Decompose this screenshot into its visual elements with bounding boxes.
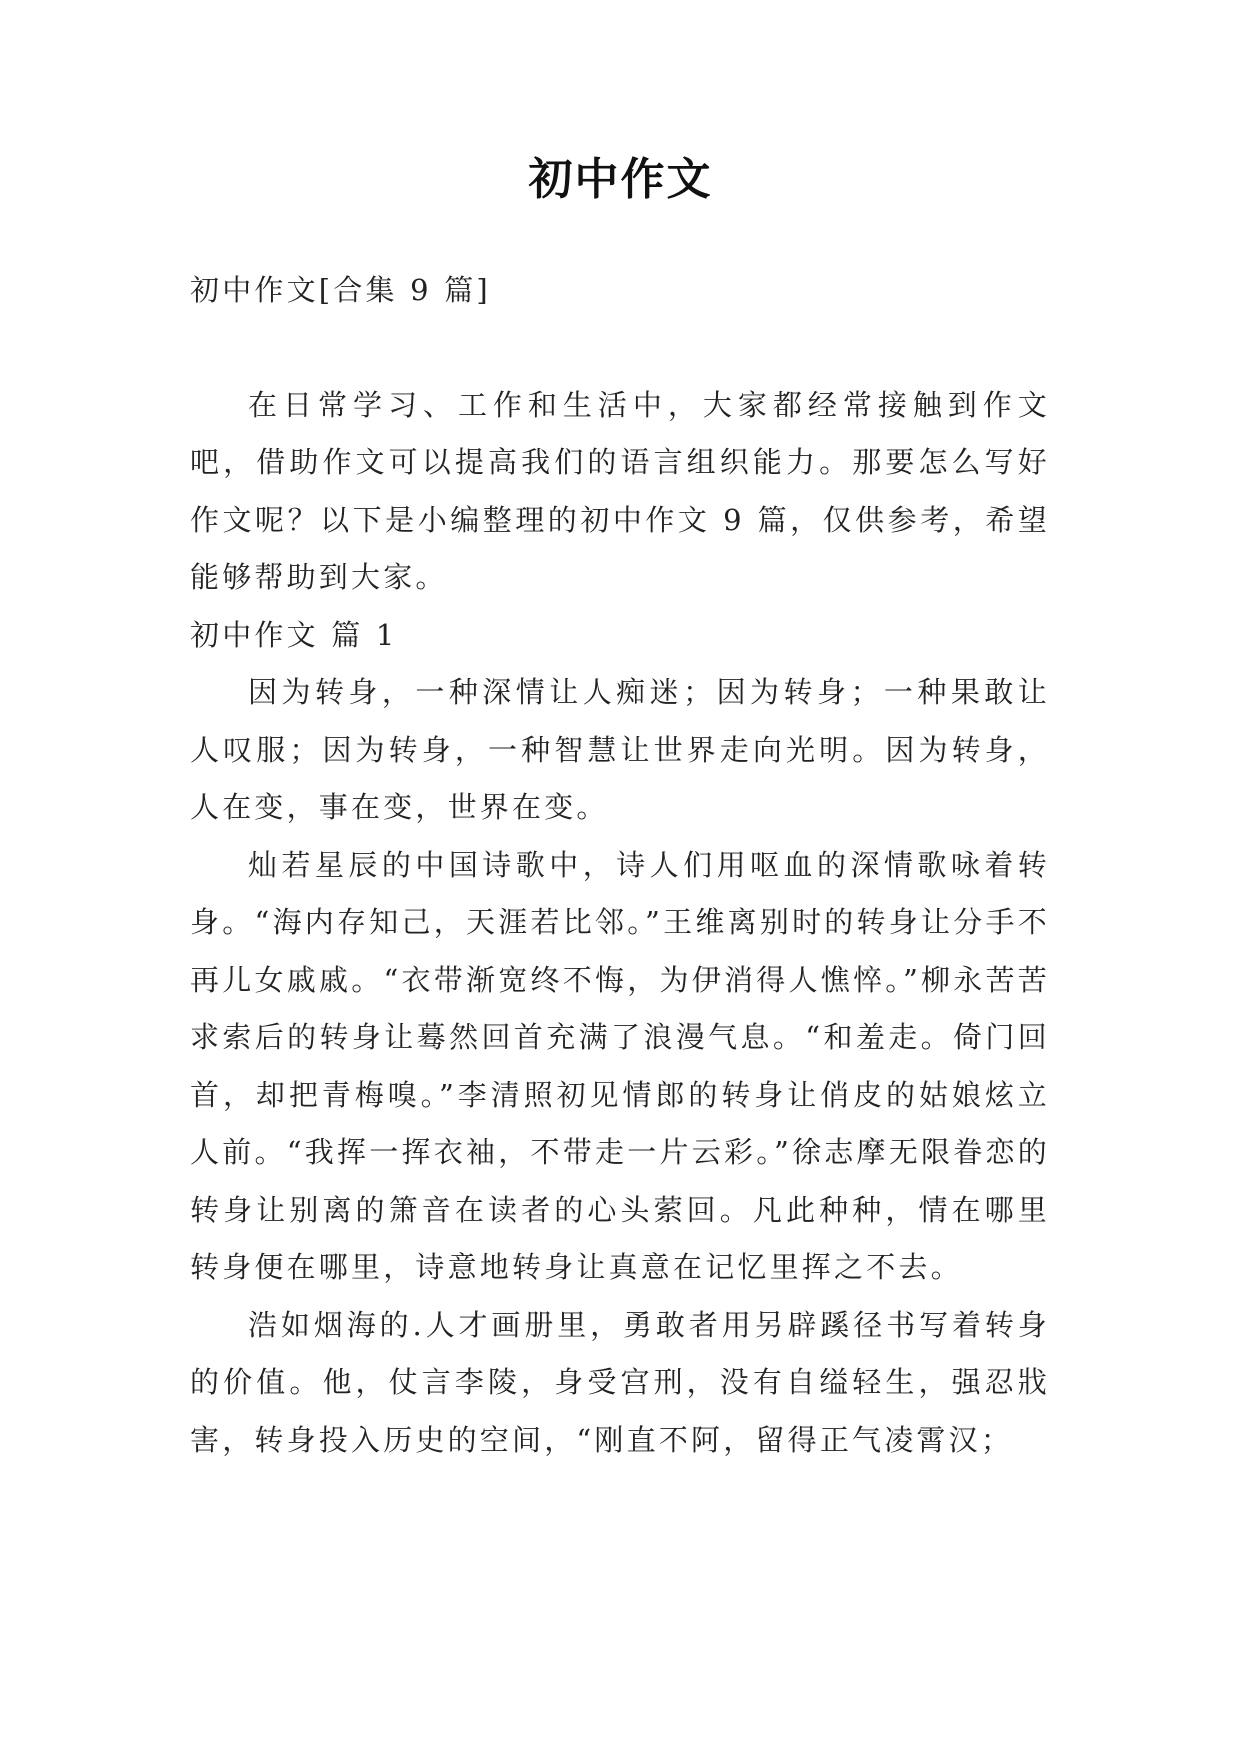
- body-paragraph: 浩如烟海的.人才画册里，勇敢者用另辟蹊径书写着转身的价值。他，仗言李陵，身受宫刑，没有自缢轻生，强忍戕害，转身投入历史的空间，“刚直不阿，留得正气凌霄汉；: [190, 1307, 1050, 1457]
- section-heading: 初中作文 篇 1: [190, 617, 398, 652]
- document-body: [190, 262, 1050, 1469]
- document-title: 初中作文: [528, 154, 713, 205]
- body-paragraph: 因为转身，一种深情让人痴迷；因为转身；一种果敢让人叹服；因为转身，一种智慧让世界走向光明。因为转身，人在变，事在变，世界在变。: [190, 675, 1050, 824]
- intro-paragraph: 在日常学习、工作和生活中，大家都经常接触到作文吧，借助作文可以提高我们的语言组织能力。那要怎么写好作文呢？以下是小编整理的初中作文 9 篇，仅供参考，希望能够帮助到大家。: [190, 387, 1050, 594]
- document-subtitle: 初中作文[合集 9 篇]: [190, 273, 491, 307]
- body-paragraph: 灿若星辰的中国诗歌中，诗人们用呕血的深情歌咏着转身。“海内存知己，天涯若比邻。”王维离别时的转身让分手不再儿女戚戚。“衣带渐宽终不悔，为伊消得人憔悴。”柳永苦苦求索后的转身让蓦然回首充满了浪漫气息。“和羞走。倚门回首，却把青梅嗅。”李清照初见情郎的转身让俏皮的姑娘炫立人前。“我挥一挥衣袖，不带走一片云彩。”徐志摩无限眷恋的转身让别离的箫音在读者的心头萦回。凡此种种，情在哪里转身便在哪里，诗意地转身让真意在记忆里挥之不去。: [190, 847, 1050, 1284]
- paragraph-gap: [190, 320, 1050, 377]
